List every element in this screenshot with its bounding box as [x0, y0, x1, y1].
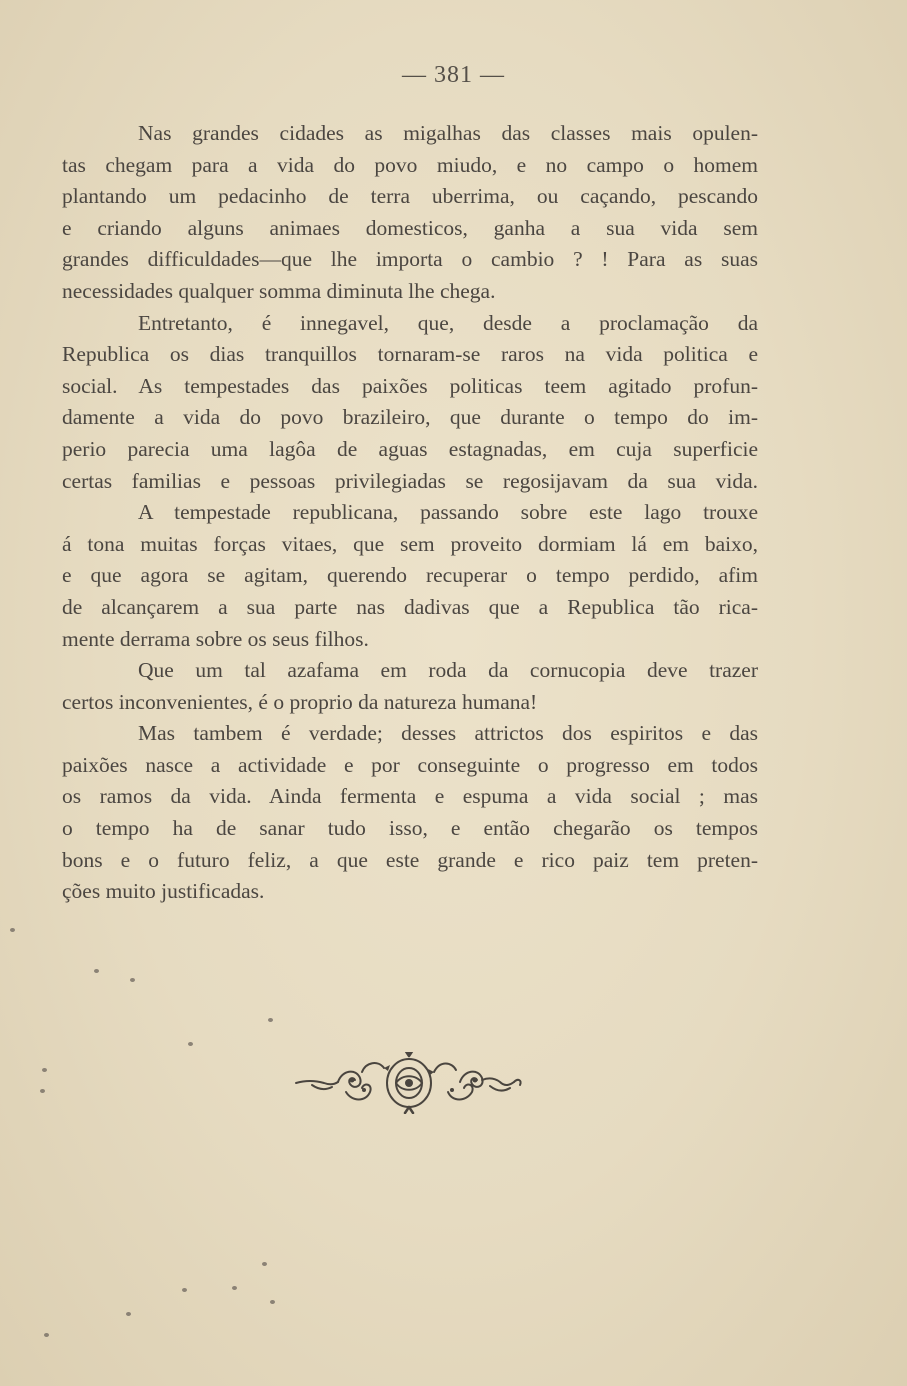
text-line: mente derrama sobre os seus filhos. — [62, 626, 369, 651]
text-line: A tempestade republicana, passando sobre este lago trouxe — [138, 500, 758, 525]
text-line: Nas grandes cidades as migalhas das classes mais opulen- — [138, 121, 758, 145]
text-line: certos inconvenientes, é o proprio da natureza humana! — [62, 689, 538, 714]
text-line: ções muito justificadas. — [62, 879, 265, 904]
text-line: Que um tal azafama em roda da cornucopia deve trazer — [138, 658, 758, 683]
scan-speck — [40, 1089, 45, 1093]
text-line: social. As tempestades das paixões politicas teem agitado profun- — [62, 373, 758, 398]
scan-speck — [126, 1312, 131, 1316]
paragraph — [62, 718, 758, 908]
text-line: e criando alguns animaes domesticos, ganha a sua vida sem — [62, 215, 758, 240]
scan-speck — [262, 1262, 267, 1266]
paragraph — [62, 118, 758, 308]
scan-speck — [188, 1042, 193, 1046]
scan-speck — [232, 1286, 237, 1290]
text-line: bons e o futuro feliz, a que este grande e rico paiz tem preten- — [62, 847, 758, 872]
text-line: e que agora se agitam, querendo recuperar o tempo perdido, afim — [62, 563, 758, 588]
scan-speck — [182, 1288, 187, 1292]
text-line: paixões nasce a actividade e por conseguinte o progresso em todos — [62, 752, 758, 777]
text-line: grandes difficuldades—que lhe importa o cambio ? ! Para as suas — [62, 247, 758, 272]
scan-speck — [130, 978, 135, 982]
body-text — [62, 118, 758, 908]
text-line: tas chegam para a vida do povo miudo, e no campo o homem — [62, 152, 758, 177]
paragraph — [62, 655, 758, 718]
text-line: o tempo ha de sanar tudo isso, e então chegarão os tempos — [62, 816, 758, 841]
text-line: Mas tambem é verdade; desses attrictos dos espiritos e das — [138, 721, 758, 746]
scan-speck — [42, 1068, 47, 1072]
scan-speck — [44, 1333, 49, 1337]
scan-speck — [10, 928, 15, 932]
scan-speck — [268, 1018, 273, 1022]
paragraph — [62, 308, 758, 498]
text-line: damente a vida do povo brazileiro, que durante o tempo do im- — [62, 405, 758, 430]
text-line: Republica os dias tranquillos tornaram-se raros na vida politica e — [62, 342, 758, 367]
text-line: á tona muitas forças vitaes, que sem proveito dormiam lá em baixo, — [62, 531, 758, 556]
paragraph — [62, 497, 758, 655]
text-line: plantando um pedacinho de terra uberrima, ou caçando, pescando — [62, 184, 758, 209]
text-line: necessidades qualquer somma diminuta lhe chega. — [62, 278, 496, 303]
text-line: os ramos da vida. Ainda fermenta e espuma a vida social ; mas — [62, 784, 758, 809]
scan-speck — [270, 1300, 275, 1304]
page-number: — 381 — — [402, 62, 505, 88]
text-line: perio parecia uma lagôa de aguas estagnadas, em cuja superficie — [62, 436, 758, 461]
ornament-tailpiece-icon — [292, 1052, 527, 1114]
text-line: de alcançarem a sua parte nas dadivas que a Republica tão rica- — [62, 594, 758, 619]
scan-speck — [94, 969, 99, 973]
text-line: certas familias e pessoas privilegiadas se regosijavam da sua vida. — [62, 468, 758, 493]
text-line: Entretanto, é innegavel, que, desde a proclamação da — [138, 310, 758, 335]
